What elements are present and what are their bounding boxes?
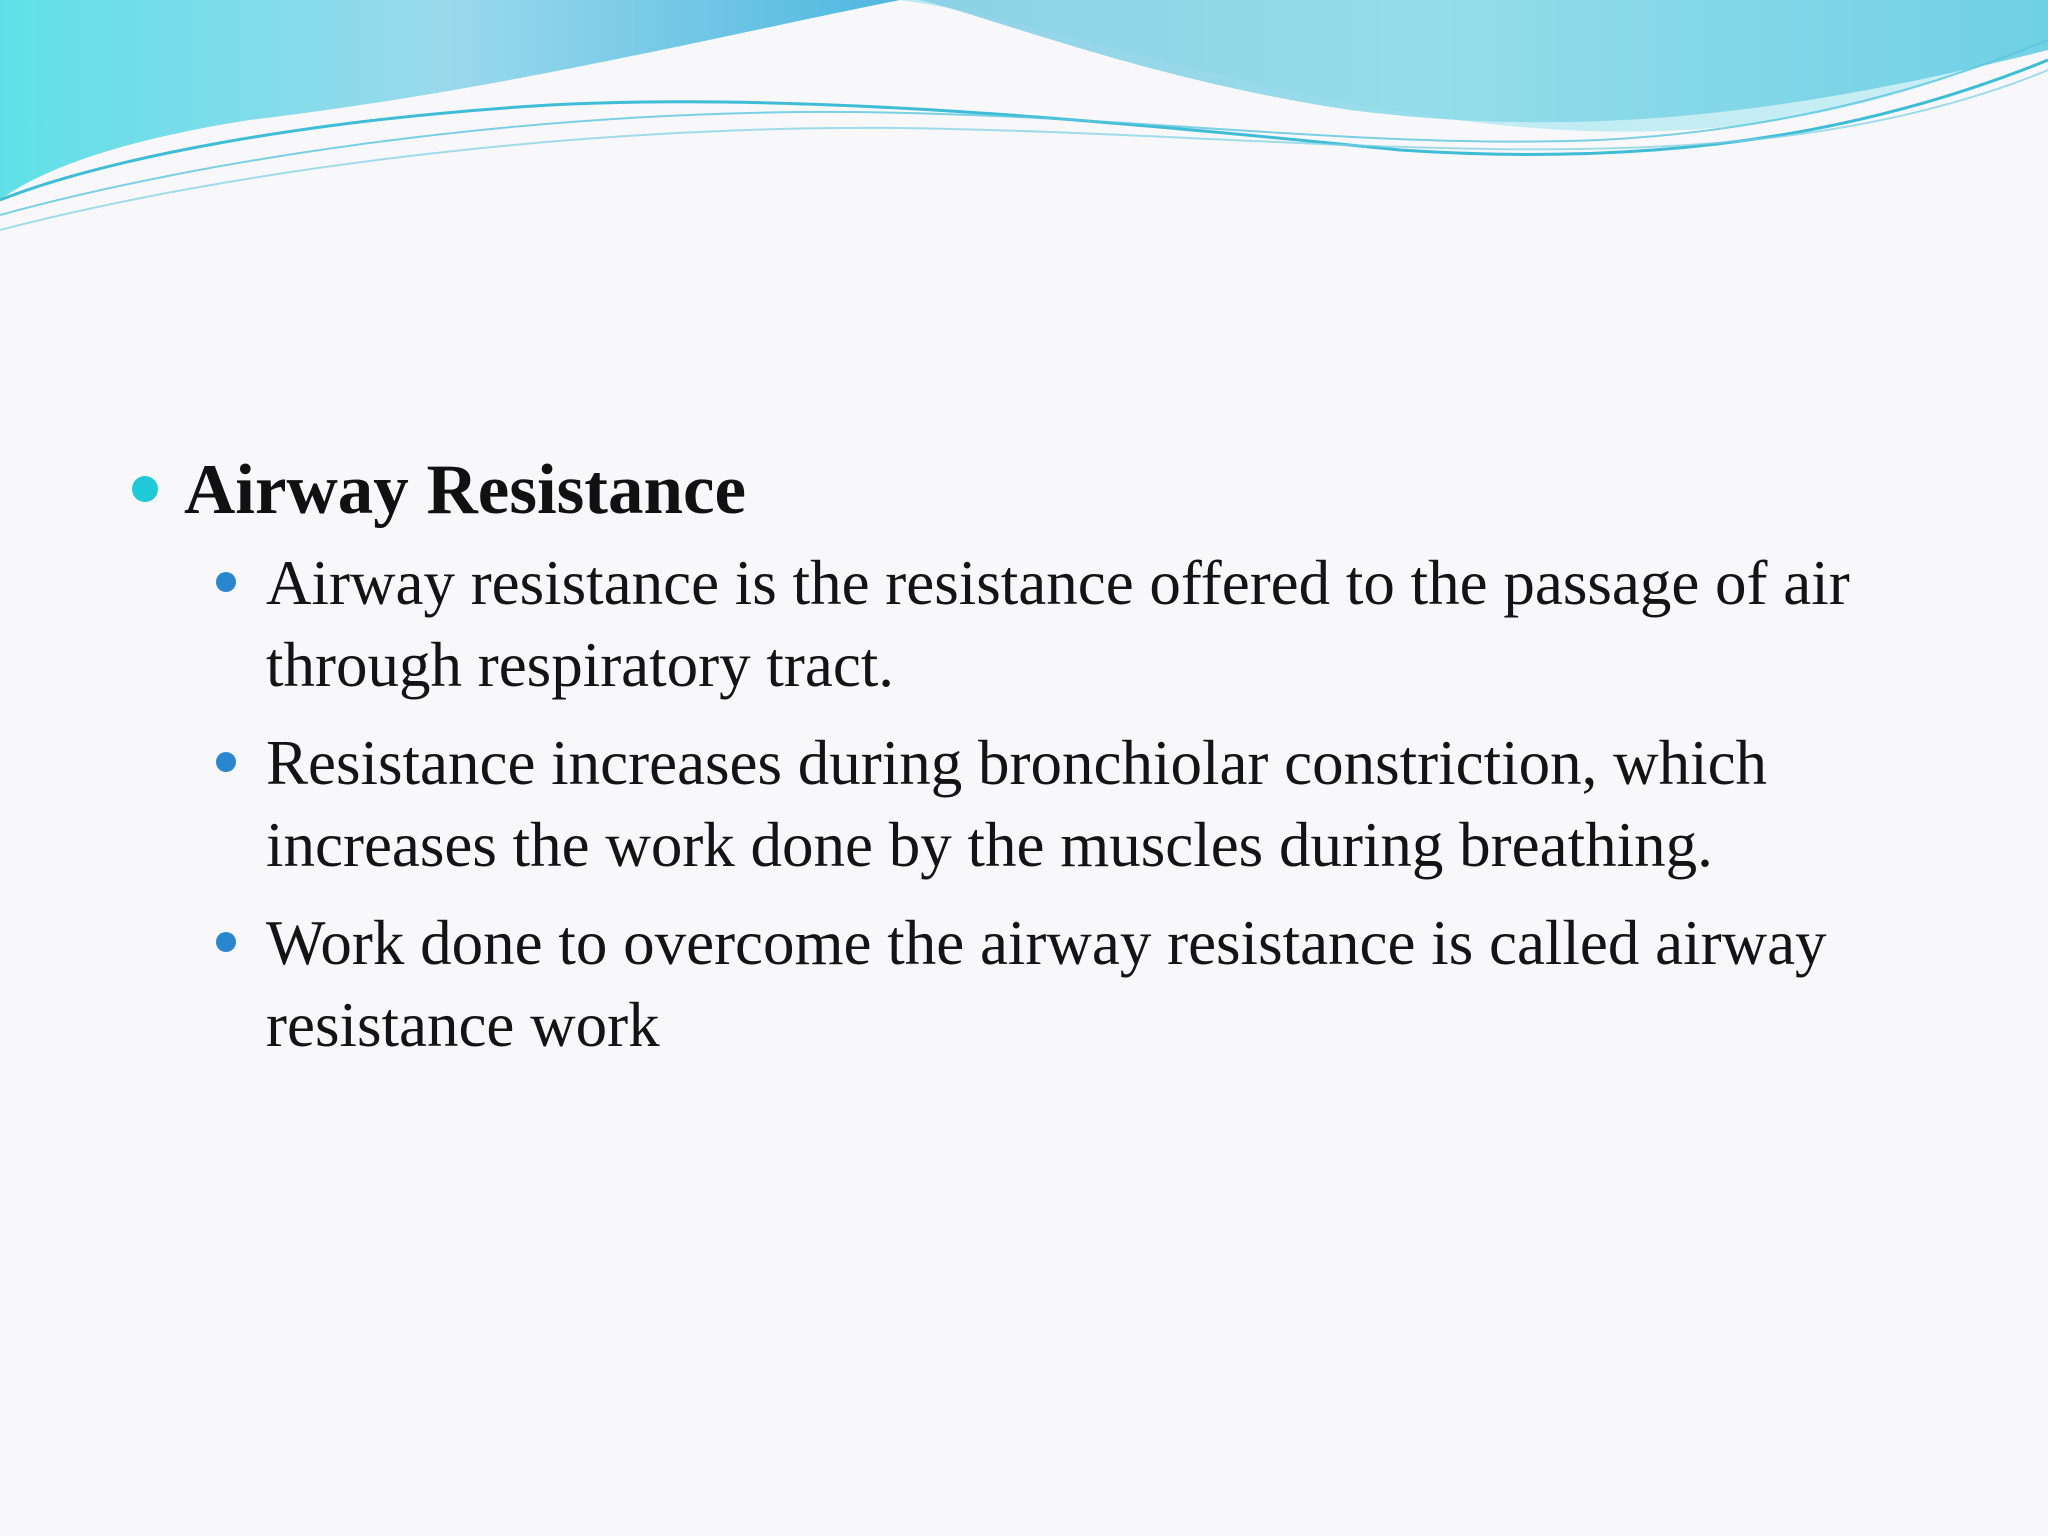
bullet-icon xyxy=(216,572,236,592)
bullet-text: Airway resistance is the resistance offered to the passage of air through respiratory tract. xyxy=(266,548,1850,700)
list-item xyxy=(128,542,1908,706)
bullet-text: Resistance increases during bronchiolar constriction, which increases the work done by the muscles during breathing. xyxy=(266,728,1768,880)
slide-title: Airway Resistance xyxy=(184,451,746,529)
bullet-icon xyxy=(216,932,236,952)
bullet-icon xyxy=(132,476,158,502)
list-item xyxy=(128,902,1908,1066)
bullet-text: Work done to overcome the airway resistance is called airway resistance work xyxy=(266,908,1827,1060)
slide-content xyxy=(128,442,1928,1082)
list-item xyxy=(128,722,1908,886)
header-wave-decoration xyxy=(0,0,2048,240)
bullet-list xyxy=(128,542,1928,1066)
bullet-icon xyxy=(216,752,236,772)
main-bullet-item xyxy=(128,442,1928,538)
